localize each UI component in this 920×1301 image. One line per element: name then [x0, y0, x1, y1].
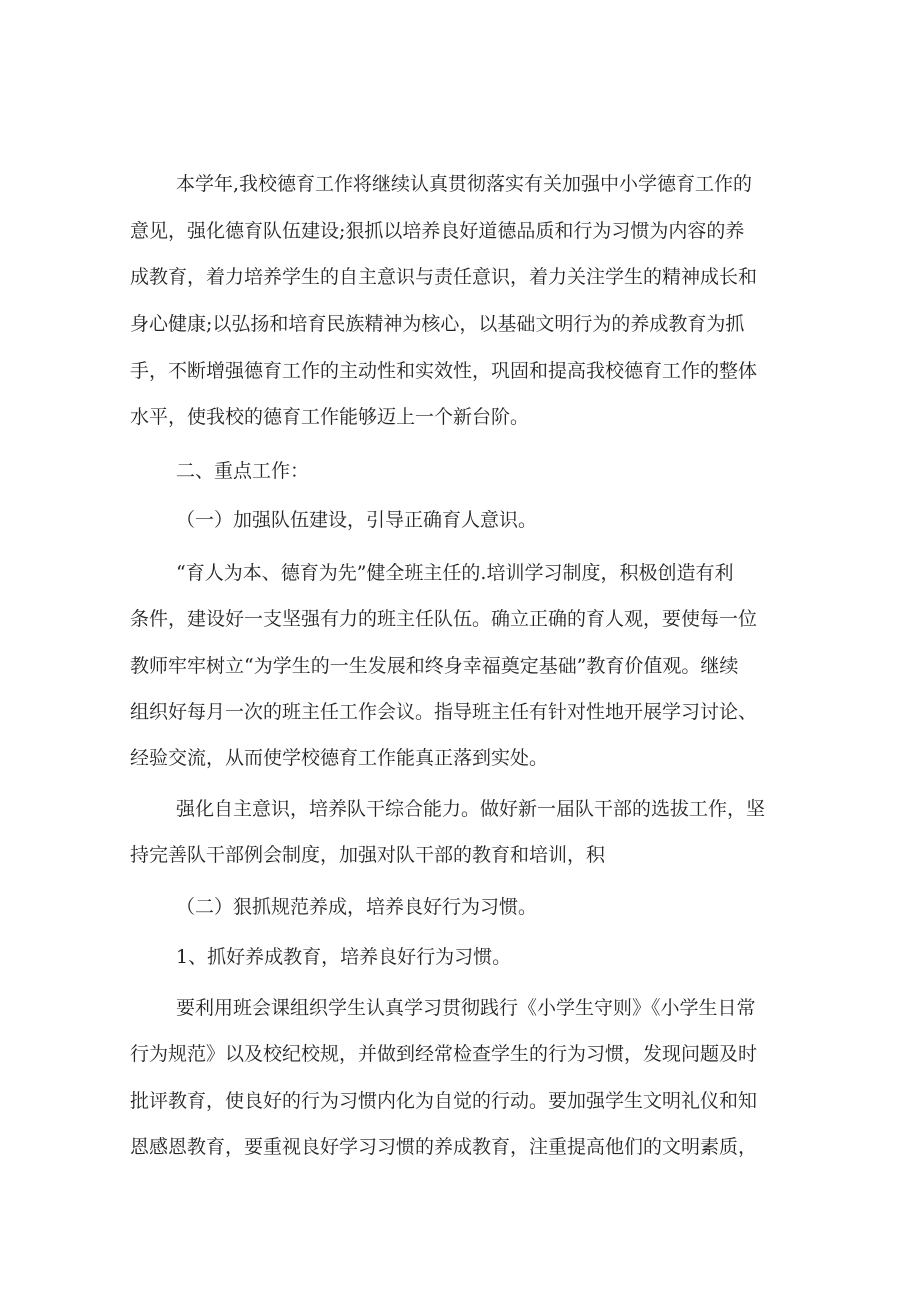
text-line: 成教育，着力培养学生的自主意识与责任意识，着力关注学生的精神成长和	[130, 266, 758, 288]
text-line: 教师牢牢树立“为学生的一生发展和终身幸福奠定基础”教育价值观。继续	[130, 655, 739, 677]
text-line: 身心健康;以弘扬和培育民族精神为核心，以基础文明行为的养成教育为抓	[130, 313, 745, 335]
text-line: 条件，建设好一支坚强有力的班主任队伍。确立正确的育人观，要使每一位	[130, 608, 758, 630]
text-line: 强化自主意识，培养队干综合能力。做好新一届队干部的选拔工作，坚	[176, 798, 766, 820]
text-line: 手，不断增强德育工作的主动性和实效性，巩固和提高我校德育工作的整体	[130, 360, 758, 382]
text-line: 要利用班会课组织学生认真学习贯彻践行《小学生守则》《小学生日常	[176, 997, 756, 1019]
text-line: 水平，使我校的德育工作能够迈上一个新台阶。	[130, 406, 530, 428]
subsection-heading: （一）加强队伍建设，引导正确育人意识。	[176, 509, 538, 531]
text-line: 批评教育，使良好的行为习惯内化为自觉的行动。要加强学生文明礼仪和知	[130, 1090, 758, 1112]
text-line: 行为规范》以及校纪校规，并做到经常检查学生的行为习惯，发现问题及时	[130, 1043, 758, 1065]
text-line: 恩感恩教育，要重视良好学习习惯的养成教育，注重提高他们的文明素质，	[130, 1136, 758, 1158]
text-line: 本学年,我校德育工作将继续认真贯彻落实有关加强中小学德育工作的	[176, 173, 753, 195]
text-line: 持完善队干部例会制度，加强对队干部的教育和培训，积	[130, 844, 606, 866]
text-line: 组织好每月一次的班主任工作会议。指导班主任有针对性地开展学习讨论、	[130, 701, 758, 723]
text-line: 经验交流，从而使学校德育工作能真正落到实处。	[130, 747, 549, 769]
subsection-heading: （二）狠抓规范养成，培养良好行为习惯。	[176, 896, 538, 918]
section-heading: 二、重点工作：	[176, 460, 310, 482]
list-item-heading: 1、抓好养成教育，培养良好行为习惯。	[176, 946, 512, 968]
text-line: 意见，强化德育队伍建设;狠抓以培养良好道德品质和行为习惯为内容的养	[130, 220, 745, 242]
text-line: “育人为本、德育为先”健全班主任的.培训学习制度，积极创造有利	[176, 562, 734, 584]
